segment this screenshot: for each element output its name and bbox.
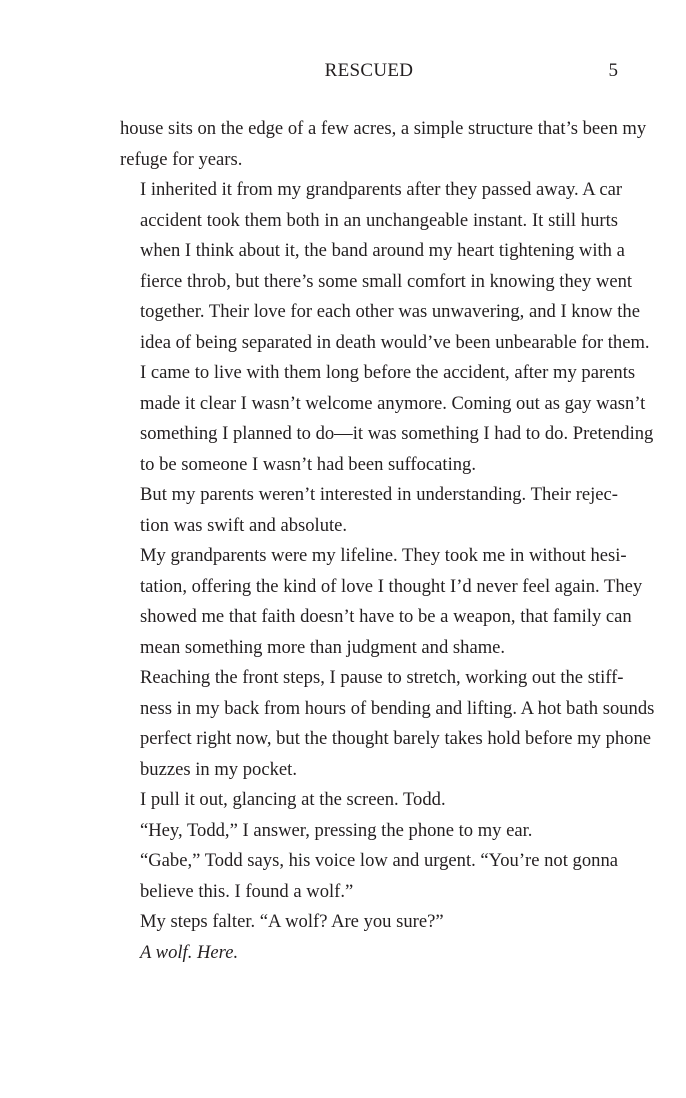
text-line: Reaching the front steps, I pause to stretch, working out the stiff- [140,667,624,688]
text-line: something I planned to do—it was something I had to do. Pretending [140,423,654,444]
text-line: believe this. I found a wolf.” [140,880,354,902]
paragraph [120,846,618,907]
running-head: RESCUED [324,60,414,81]
paragraph [120,358,654,480]
paragraph [120,785,618,816]
text-line: But my parents weren’t interested in understanding. Their rejec- [140,484,618,505]
text-line: accident took them both in an unchangeable instant. It still hurts [140,209,618,231]
page-number: 5 [608,60,618,81]
text-line: fierce throb, but there’s some small comfort in knowing they went [140,270,633,292]
text-line: showed me that faith doesn’t have to be a weapon, that family can [140,606,632,627]
body-text [120,114,655,968]
paragraph [120,480,618,541]
text-line: My grandparents were my lifeline. They took me in without hesi- [140,545,627,566]
paragraph [120,663,655,785]
text-line: tion was swift and absolute. [140,514,348,536]
text-line: to be someone I wasn’t had been suffocating. [140,453,476,475]
paragraph [120,541,643,663]
paragraph [120,175,650,358]
text-line: tation, offering the kind of love I thought I’d never feel again. They [140,575,643,597]
paragraph [120,938,618,969]
text-line: I pull it out, glancing at the screen. Todd. [140,789,446,810]
paragraph [120,907,618,938]
text-line: I came to live with them long before the accident, after my parents [140,362,636,383]
text-line: buzzes in my pocket. [140,758,297,780]
text-line: refuge for years. [120,148,243,170]
text-line: idea of being separated in death would’ve been unbearable for them. [140,331,650,353]
text-line: “Gabe,” Todd says, his voice low and urgent. “You’re not gonna [140,850,618,871]
page-header [120,60,618,84]
text-line: A wolf. Here. [140,941,239,963]
text-line: together. Their love for each other was unwavering, and I know the [140,301,640,322]
paragraph [120,114,647,175]
text-line: perfect right now, but the thought barely takes hold before my phone [140,728,652,749]
text-line: house sits on the edge of a few acres, a simple structure that’s been my [120,118,647,139]
text-line: when I think about it, the band around my heart tightening with a [140,240,625,261]
text-line: “Hey, Todd,” I answer, pressing the phone to my ear. [140,819,533,841]
text-line: mean something more than judgment and shame. [140,636,506,658]
text-line: made it clear I wasn’t welcome anymore. Coming out as gay wasn’t [140,392,646,414]
text-line: I inherited it from my grandparents after they passed away. A car [140,179,623,200]
paragraph [120,816,618,847]
text-line: My steps falter. “A wolf? Are you sure?” [140,911,444,932]
text-line: ness in my back from hours of bending and lifting. A hot bath sounds [140,697,655,719]
